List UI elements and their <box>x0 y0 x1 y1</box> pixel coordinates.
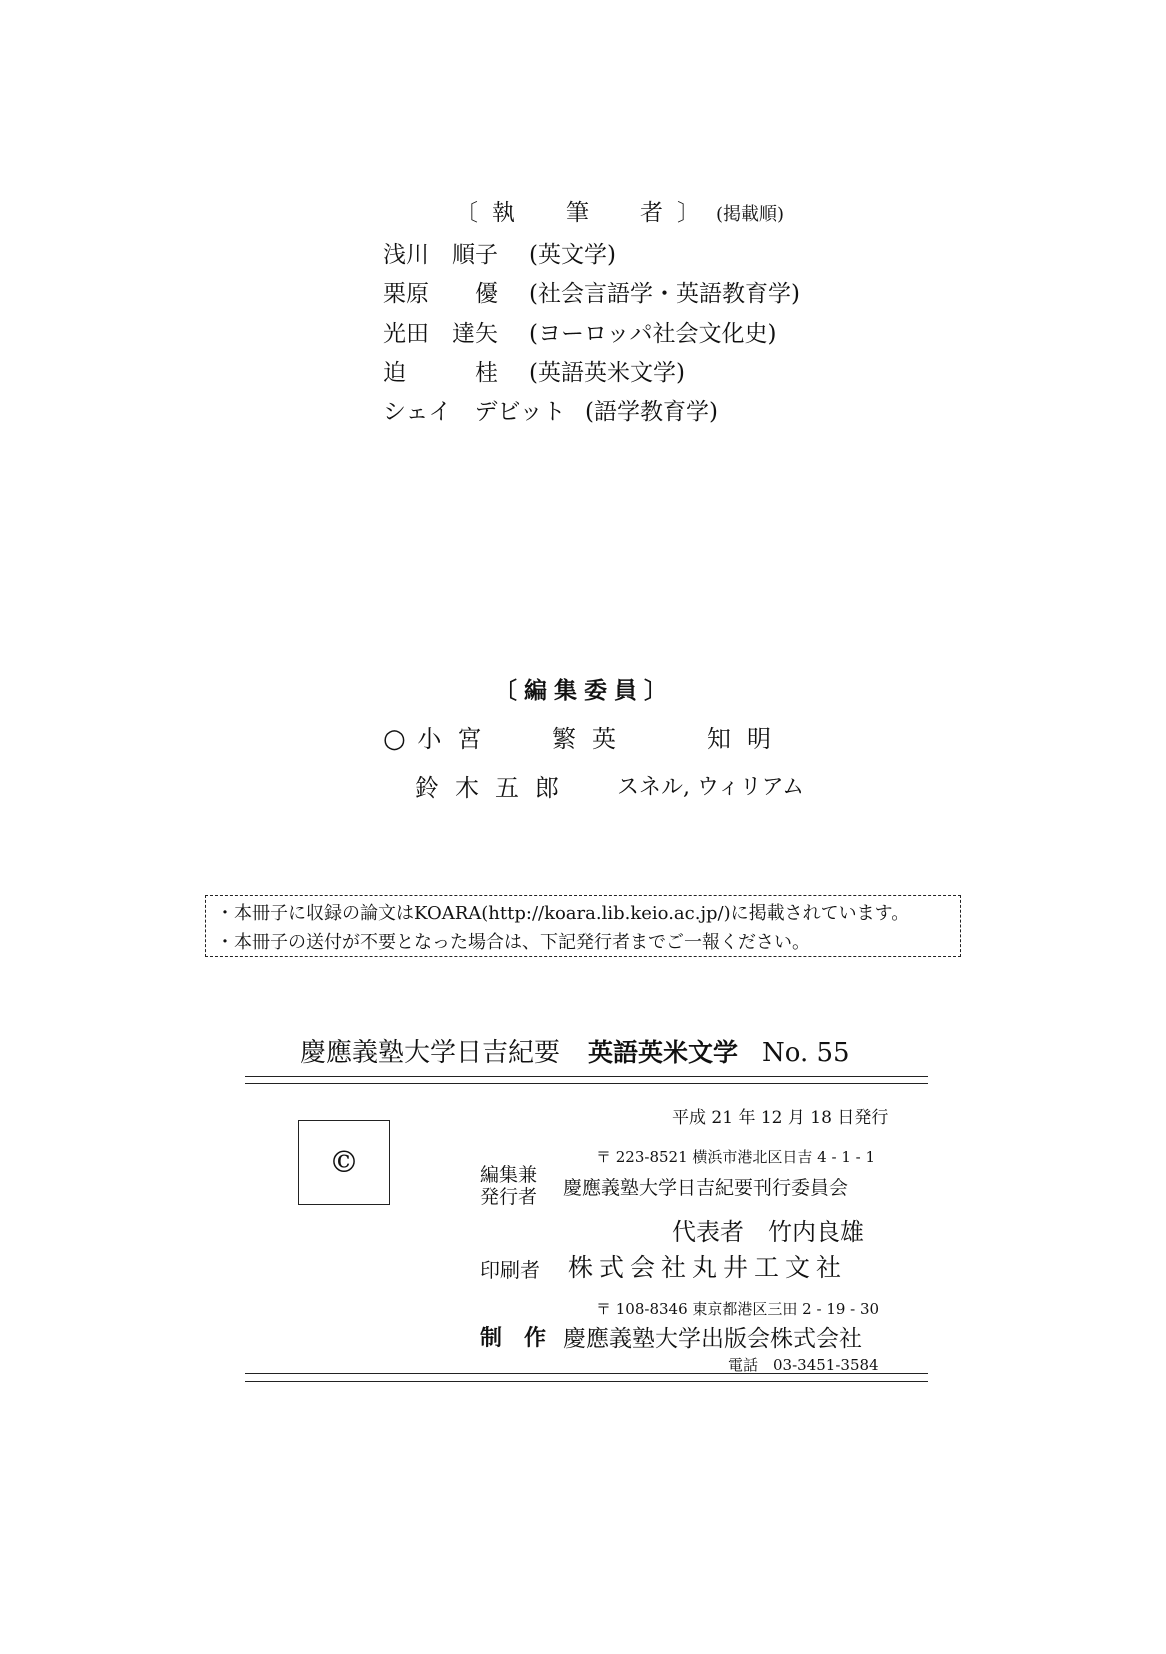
author-row <box>383 319 777 349</box>
committee-member: 小宮 <box>417 725 498 753</box>
author-row <box>383 279 800 309</box>
printer-label: 印刷者 <box>480 1258 540 1282</box>
committee-row <box>617 771 804 805</box>
author-field: (英語英米文学) <box>529 360 685 386</box>
editor-organization: 慶應義塾大学日吉紀要刊行委員会 <box>563 1177 849 1199</box>
committee-row <box>552 722 632 756</box>
editor-label <box>480 1164 537 1208</box>
copyright-symbol: © <box>329 1145 359 1180</box>
representative: 代表者 竹内良雄 <box>672 1218 864 1246</box>
phone-number: 電話 03-3451-3584 <box>728 1356 879 1374</box>
producer-label: 制 作 <box>480 1325 547 1351</box>
committee-row <box>415 771 575 805</box>
author-field: (語学教育学) <box>585 399 718 425</box>
committee-member: 繁英 <box>552 725 632 753</box>
author-name: 浅川 順子 <box>383 242 498 268</box>
author-name: 光田 達矢 <box>383 321 498 347</box>
committee-row <box>383 722 497 756</box>
chair-mark: ○ <box>383 724 406 754</box>
author-field: (ヨーロッパ社会文化史) <box>529 321 777 347</box>
editor-label-line: 発行者 <box>480 1186 538 1208</box>
editor-postal-address: 〒 223-8521 横浜市港北区日吉 4 - 1 - 1 <box>596 1148 876 1166</box>
author-name: 迫 桂 <box>383 360 498 386</box>
authors-heading-title: 〔執 筆 者〕 <box>455 200 714 226</box>
bottom-rule <box>245 1373 928 1374</box>
editor-label-line: 編集兼 <box>480 1164 538 1186</box>
journal-name: 慶應義塾大学日吉紀要 <box>300 1038 561 1068</box>
printer-name: 株式会社丸井工文社 <box>568 1253 848 1282</box>
top-rule <box>245 1076 928 1077</box>
author-row <box>383 397 718 427</box>
committee-heading: 〔編集委員〕 <box>494 677 674 704</box>
author-field: (社会言語学・英語教育学) <box>529 281 800 307</box>
notice-box <box>205 895 961 957</box>
committee-member: 知明 <box>707 725 787 753</box>
producer-name: 慶應義塾大学出版会株式会社 <box>563 1326 862 1352</box>
author-name: 栗原 優 <box>383 281 498 307</box>
publication-date: 平成 21 年 12 月 18 日発行 <box>672 1108 889 1128</box>
committee-member: 鈴木五郎 <box>415 774 575 802</box>
journal-series: 英語英米文学 <box>588 1038 739 1067</box>
notice-line: ・本冊子に収録の論文はKOARA(http://koara.lib.keio.ac.jp/)に掲載されています。 <box>216 903 910 924</box>
copyright-box <box>298 1120 390 1205</box>
journal-issue: No. 55 <box>762 1038 850 1068</box>
bottom-rule <box>245 1381 928 1382</box>
journal-title-line <box>300 1032 850 1069</box>
committee-member: スネル, ウィリアム <box>617 775 805 800</box>
author-row <box>383 358 685 388</box>
authors-heading-note: (掲載順) <box>716 204 785 225</box>
committee-row <box>707 722 787 756</box>
producer-postal-address: 〒 108-8346 東京都港区三田 2 - 19 - 30 <box>596 1300 880 1318</box>
authors-heading <box>455 194 784 227</box>
notice-line: ・本冊子の送付が不要となった場合は、下記発行者までご一報ください。 <box>216 932 810 953</box>
author-field: (英文学) <box>529 242 616 268</box>
top-rule <box>245 1083 928 1084</box>
author-row <box>383 240 616 270</box>
author-name: シェイ デビット <box>383 399 566 425</box>
